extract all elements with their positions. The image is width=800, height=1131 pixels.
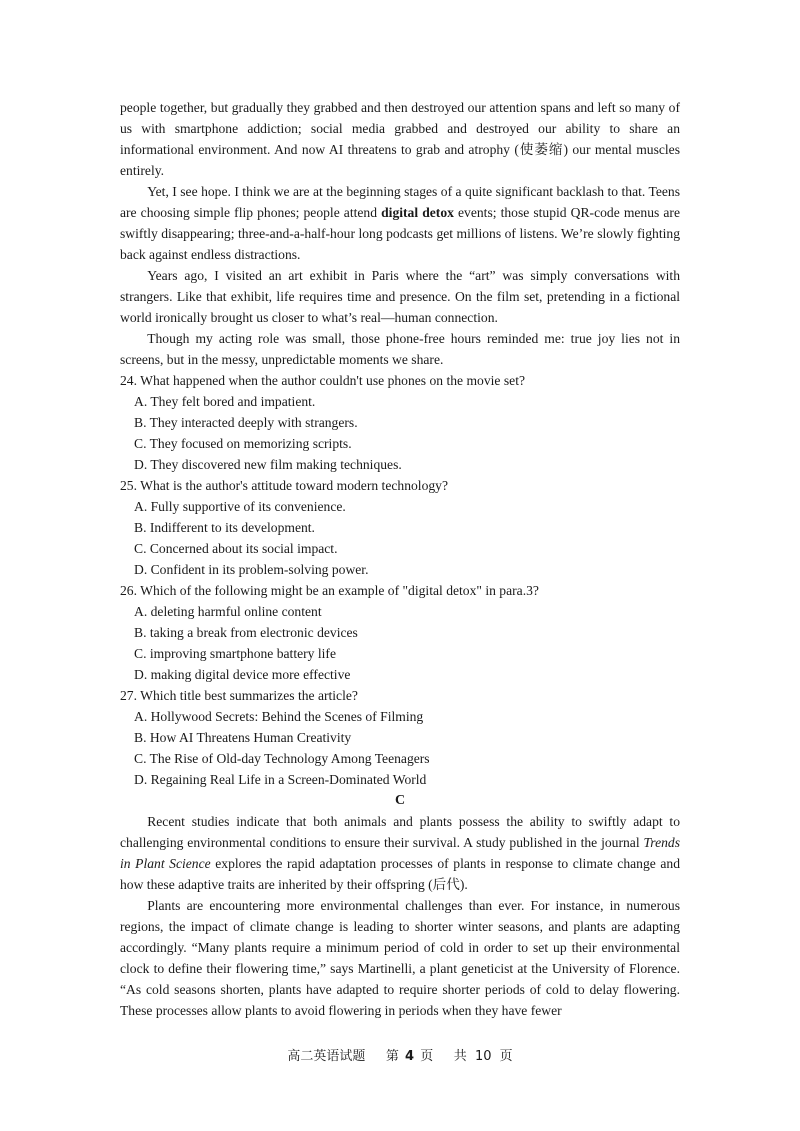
question-26 — [120, 580, 680, 685]
answer-option: C. Concerned about its social impact. — [134, 541, 338, 556]
answer-option: B. Indifferent to its development. — [134, 520, 315, 535]
question-24 — [120, 370, 680, 475]
answer-option: B. How AI Threatens Human Creativity — [134, 730, 352, 745]
footer-title: 高二英语试题 — [287, 1049, 366, 1064]
passage-paragraph: Though my acting role was small, those phone-free hours reminded me: true joy lies not in screens, but in the messy, unpredictable moments we share. — [120, 331, 680, 367]
answer-option: A. They felt bored and impatient. — [134, 394, 316, 409]
paragraph-text: events; those stupid QR-code menus are swiftly disappearing; three-and-a-half-hour long podcasts get millions of listens. We’re slowly fighting back against endless distractions. — [120, 205, 680, 262]
footer-total-suffix: 页 — [499, 1049, 513, 1064]
passage-paragraph — [120, 811, 680, 895]
passage-c — [120, 811, 680, 1021]
journal-title: Trends in Plant Science — [120, 835, 680, 871]
answer-option: C. improving smartphone battery life — [134, 646, 336, 661]
question-stem: 24. What happened when the author couldn't use phones on the movie set? — [120, 373, 525, 388]
passage-b — [120, 97, 680, 370]
footer-total-prefix: 共 — [453, 1049, 467, 1064]
passage-paragraph: Years ago, I visited an art exhibit in Paris where the “art” was simply conversations with strangers. Like that exhibit, life requires time and presence. On the film set, pretending in a fictional world ironically brought us closer to what’s real—human connection. — [120, 268, 680, 325]
passage-paragraph — [120, 181, 680, 265]
answer-option: A. Hollywood Secrets: Behind the Scenes of Filming — [134, 709, 424, 724]
passage-paragraph: people together, but gradually they grabbed and then destroyed our attention spans and left so many of us with smartphone addiction; social media grabbed and destroyed our ability to share an informational environment. And now AI threatens to grab and atrophy (使萎缩) our mental muscles entirely. — [120, 100, 680, 178]
footer-page-suffix: 页 — [420, 1049, 434, 1064]
question-stem: 25. What is the author's attitude toward modern technology? — [120, 478, 448, 493]
page-footer — [0, 1048, 800, 1066]
footer-page-prefix: 第 — [385, 1049, 399, 1064]
paragraph-text: explores the rapid adaptation processes of plants in response to climate change and how these adaptive traits are inherited by their offspring (后代). — [120, 856, 680, 892]
footer-page-number: 4 — [405, 1049, 415, 1064]
question-27 — [120, 685, 680, 790]
answer-option: A. Fully supportive of its convenience. — [134, 499, 346, 514]
answer-option: D. Regaining Real Life in a Screen-Dominated World — [134, 772, 427, 787]
answer-option: C. The Rise of Old-day Technology Among Teenagers — [134, 751, 430, 766]
passage-paragraph: Plants are encountering more environmental challenges than ever. For instance, in numerous regions, the impact of climate change is leading to shorter winter seasons, and plants are adapting accordingly. “Many plants require a minimum period of cold in order to set up their environmental clock to define their flowering time,” says Martinelli, a plant geneticist at the University of Florence. “As cold seasons shorten, plants have adapted to require shorter periods of cold to delay flowering. These processes allow plants to avoid flowering in periods when they have fewer — [120, 898, 680, 1018]
question-25 — [120, 475, 680, 580]
answer-option: B. They interacted deeply with strangers. — [134, 415, 358, 430]
answer-option: D. making digital device more effective — [134, 667, 351, 682]
question-stem: 27. Which title best summarizes the article? — [120, 688, 358, 703]
question-stem: 26. Which of the following might be an example of "digital detox" in para.3? — [120, 583, 539, 598]
answer-option: B. taking a break from electronic devices — [134, 625, 358, 640]
footer-total-number: 10 — [474, 1049, 492, 1064]
answer-option: D. Confident in its problem-solving power. — [134, 562, 369, 577]
answer-option: D. They discovered new film making techniques. — [134, 457, 402, 472]
answer-option: C. They focused on memorizing scripts. — [134, 436, 352, 451]
paragraph-text: Recent studies indicate that both animals and plants possess the ability to swiftly adapt to challenging environmental conditions to ensure their survival. A study published in the journal — [120, 814, 680, 850]
bold-term: digital detox — [381, 205, 454, 220]
section-heading: C — [394, 793, 406, 808]
paragraph-text: Yet, I see hope. I think we are at the beginning stages of a quite significant backlash to that. Teens are choosing simple flip phones; people attend — [120, 184, 680, 220]
answer-option: A. deleting harmful online content — [134, 604, 322, 619]
